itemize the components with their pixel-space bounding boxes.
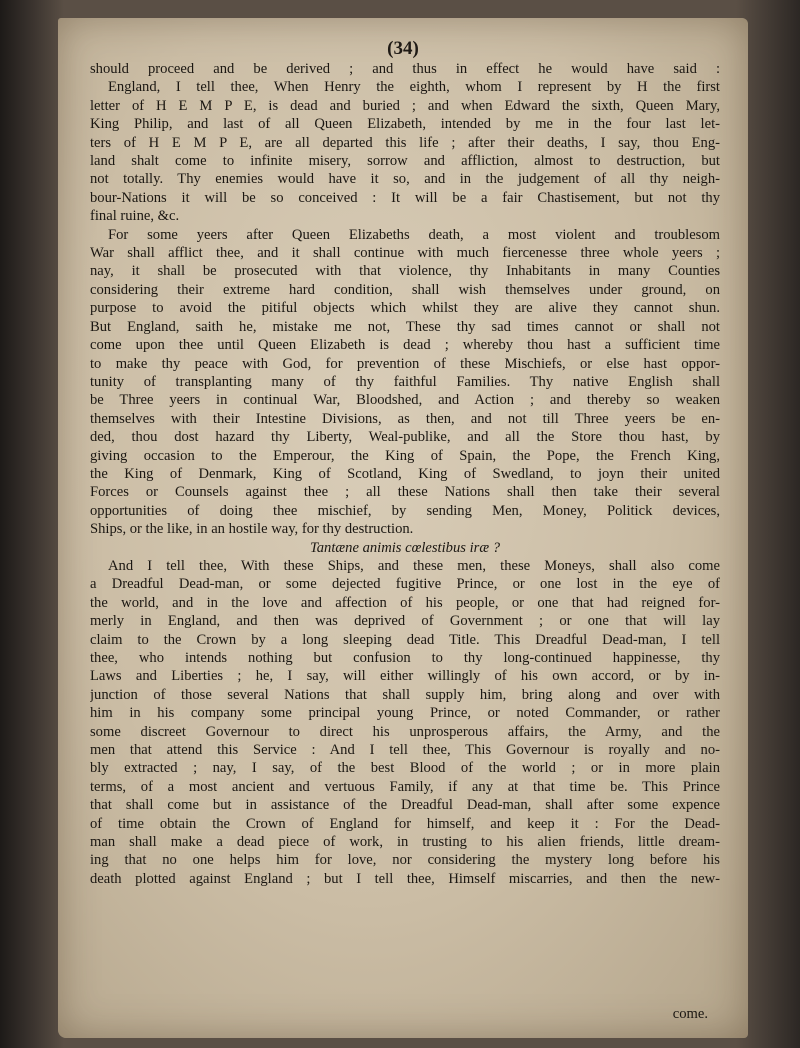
text-line: be Three yeers in continual War, Bloodshed, and Action ; and thereby so weaken	[90, 392, 720, 409]
text-line: Ships, or the like, in an hostile way, for thy destruction.	[90, 521, 414, 538]
text-line: merly in England, and then was deprived of Government ; or one that will lay	[90, 613, 720, 630]
text-line: nay, it shall be prosecuted with that violence, thy Inhabitants in many Counties	[90, 263, 720, 280]
text-line: final ruine, &c.	[90, 208, 180, 225]
text-line: should proceed and be derived ; and thus in effect he would have said :	[90, 61, 720, 77]
text-line: King Philip, and last of all Queen Elizabeth, intended by me in the four last let-	[90, 116, 720, 133]
text-line: terms, of a most ancient and vertuous Family, if any at that time be. This Prince	[90, 778, 720, 795]
text-line: considering their extreme hard condition, shall wish themselves under ground, on	[90, 281, 720, 298]
text-line: Laws and Liberties ; he, I say, will either willingly of his own accord, or by in-	[90, 668, 720, 685]
text-line: themselves with their Intestine Divisions, as then, and not till Three yeers be en-	[90, 410, 720, 427]
text-line: giving occasion to the Emperour, the King of Spain, the Pope, the French King,	[90, 447, 720, 464]
text-line: ded, thou dost hazard thy Liberty, Weal-publike, and all the Store thou hast, by	[90, 429, 720, 446]
text-line: thee, who intends nothing but confusion to thy long-continued happinesse, thy	[90, 650, 720, 666]
text-line: Forces or Counsels against thee ; all these Nations shall then take their several	[90, 484, 720, 501]
text-line: England, I tell thee, When Henry the eighth, whom I represent by H the first	[108, 79, 720, 96]
text-line: not totally. Thy enemies would have it so, and in the judgement of all thy neigh-	[90, 171, 720, 188]
text-line: a Dreadful Dead-man, or some dejected fugitive Prince, or one lost in the eye of	[90, 576, 720, 593]
text-line: men that attend this Service : And I tell thee, This Governour is royally and no-	[90, 742, 720, 759]
text-line: the world, and in the love and affection of his people, or one that had reigned for-	[90, 594, 720, 611]
text-line: Tantæne animis cœlestibus iræ ?	[309, 539, 501, 556]
text-line: tunity of transplanting many of thy faithful Families. Thy native English shall	[90, 373, 720, 390]
text-line: death plotted against England ; but I tell thee, Himself miscarries, and then the new-	[90, 870, 720, 887]
text-line: bour-Nations it will be so conceived : It will be a fair Chastisement, but not thy	[90, 189, 720, 206]
text-line: ing that no one helps him for love, nor considering the mystery long before his	[90, 852, 720, 869]
text-line: ters of H E M P E, are all departed this life ; after their deaths, I say, thou Eng-	[90, 134, 720, 151]
body-text	[90, 60, 720, 888]
text-line: junction of those several Nations that shall supply him, bring along and over with	[90, 686, 720, 703]
text-line: opportunities of doing thee mischief, by sending Men, Money, Politick devices,	[90, 502, 720, 519]
text-line: of time obtain the Crown of England for himself, and keep it : For the Dead-	[90, 815, 720, 832]
text-line: come upon thee until Queen Elizabeth is dead ; whereby thou hast a sufficient time	[90, 337, 720, 354]
text-line: to make thy peace with God, for prevention of these Mischiefs, or else hast oppor-	[90, 355, 720, 372]
text-line: For some yeers after Queen Elizabeths death, a most violent and troublesom	[108, 226, 720, 243]
text-line: claim to the Crown by a long sleeping dead Title. This Dreadful Dead-man, I tell	[90, 631, 720, 648]
text-line: War shall afflict thee, and it shall continue with much fiercenesse three whole yeers ;	[90, 245, 720, 262]
text-line: some discreet Governour to direct his unprosperous affairs, the Army, and the	[90, 723, 720, 740]
text-line: the King of Denmark, King of Scotland, King of Swedland, to joyn their united	[90, 465, 720, 482]
book-page	[58, 18, 748, 1038]
text-line: But England, saith he, mistake me not, These thy sad times cannot or shall not	[90, 318, 720, 335]
text-line: purpose to avoid the pitiful objects which whilst they are alive they cannot shun.	[90, 300, 720, 317]
text-line: And I tell thee, With these Ships, and these men, these Moneys, shall also come	[108, 557, 720, 574]
text-line: letter of H E M P E, is dead and buried ; and when Edward the sixth, Queen Mary,	[90, 97, 720, 114]
page-number: (34)	[387, 38, 419, 59]
text-line: that shall come but in assistance of the Dreadful Dead-man, shall after some expence	[90, 797, 720, 814]
text-line: man shall make a dead piece of work, in trusting to his alien friends, little dream-	[90, 834, 720, 851]
text-line: bly extracted ; nay, I say, of the best Blood of the world ; or in more plain	[90, 760, 720, 777]
catchword: come.	[672, 1006, 708, 1022]
text-line: him in his company some principal young Prince, or noted Commander, or rather	[90, 705, 720, 722]
text-line: land shalt come to infinite misery, sorrow and affliction, almost to destruction, but	[90, 153, 720, 170]
